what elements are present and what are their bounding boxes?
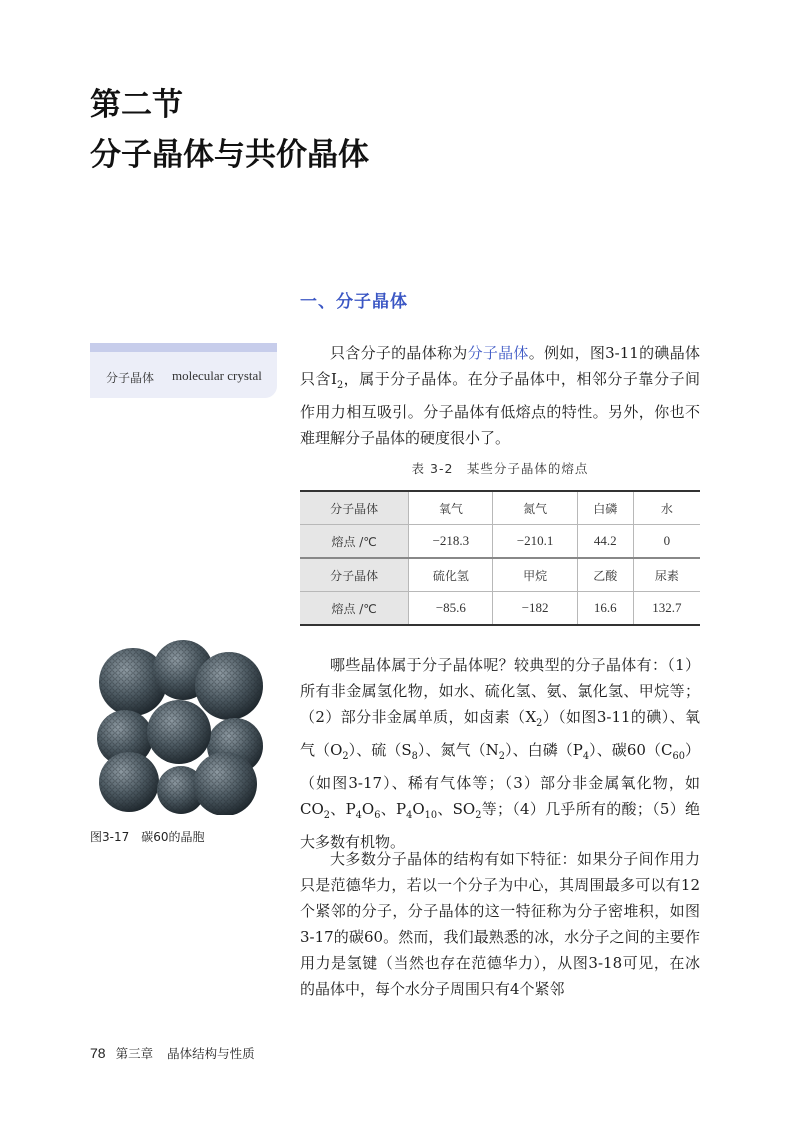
table-row — [300, 525, 700, 559]
table-cell: 氮气 — [493, 491, 577, 525]
figure-number: 图3-17 — [90, 830, 130, 844]
table-caption: 表 3-2 某些分子晶体的熔点 — [411, 461, 589, 476]
section-heading: 一、分子晶体 — [300, 292, 408, 312]
table-cell: 分子晶体 — [300, 558, 409, 592]
figure-caption — [90, 828, 205, 845]
c60-spheres — [97, 640, 263, 815]
melting-point-table — [300, 490, 700, 626]
table-cell: 乙酸 — [577, 558, 633, 592]
table-row — [300, 592, 700, 626]
key-term: 分子晶体 — [467, 344, 529, 362]
table-cell: 0 — [633, 525, 700, 559]
table-cell: 44.2 — [577, 525, 633, 559]
footer-title: 晶体结构与性质 — [167, 1046, 255, 1061]
table-cell: 水 — [633, 491, 700, 525]
table-cell: 白磷 — [577, 491, 633, 525]
paragraph-structure: 大多数分子晶体的结构有如下特征：如果分子间作用力只是范德华力，若以一个分子为中心，其周围最多可以有12个紧邻的分子，分子晶体的这一特征称为分子密堆积，如图3-17的碳60。然而，我们最熟悉的冰，水分子之间的主要作用力是氢键（当然也存在范德华力），从图3-18可见，在冰的晶体中，每个水分子周围只有4个紧邻 — [300, 850, 700, 998]
glossary-sidenote — [90, 343, 277, 398]
table-row — [300, 491, 700, 525]
sidenote-term: 分子晶体 — [106, 371, 155, 385]
table-cell: 熔点 /℃ — [300, 592, 409, 626]
chapter-number: 第二节 — [90, 87, 183, 123]
sidenote-english: molecular crystal — [172, 368, 262, 383]
table-cell: 分子晶体 — [300, 491, 409, 525]
paragraph-intro: 只含分子的晶体称为分子晶体。例如，图3-11的碘晶体只含$I_2$，属于分子晶体。在分子晶体中，相邻分子靠分子间作用力相互吸引。分子晶体有低熔点的特性。另外，你也不难理解分子晶体的硬度很小了。 — [300, 344, 700, 447]
table-cell: −85.6 — [409, 592, 493, 626]
table-cell: 尿素 — [633, 558, 700, 592]
table-cell: 硫化氢 — [409, 558, 493, 592]
table-cell: −182 — [493, 592, 577, 626]
table-cell: 熔点 /℃ — [300, 525, 409, 559]
page-number: 78 — [90, 1045, 106, 1061]
table-cell: 氧气 — [409, 491, 493, 525]
table-cell: 16.6 — [577, 592, 633, 626]
table-cell: 甲烷 — [493, 558, 577, 592]
figure-title: 碳60的晶胞 — [141, 830, 205, 844]
table-cell: −218.3 — [409, 525, 493, 559]
chapter-title — [90, 80, 369, 180]
paragraph-examples: 哪些晶体属于分子晶体呢？较典型的分子晶体有：（1）所有非金属氢化物，如水、硫化氢、氨、氯化氢、甲烷等；（2）部分非金属单质，如卤素$(X_2)$（如图3-11的碘）、氧气$(O_2)$、硫$(S_8)$、氮气$(N_2)$、白磷$(P_4)$、碳$60(C_{60})$（如图3-17）、稀有气体等；（3）部分非金属氧化物，如$CO_2$、$P_4O_6$、$P_4O_{10}$、$SO_2$等；（4）几乎所有的酸；（5）绝大多数有机物。 — [300, 656, 701, 851]
c60-unit-cell-image — [85, 640, 270, 815]
table-cell: −210.1 — [493, 525, 577, 559]
table-row — [300, 558, 700, 592]
page-footer — [90, 1044, 255, 1062]
chapter-name: 分子晶体与共价晶体 — [90, 137, 369, 173]
table-cell: 132.7 — [633, 592, 700, 626]
footer-chapter: 第三章 — [115, 1046, 154, 1061]
